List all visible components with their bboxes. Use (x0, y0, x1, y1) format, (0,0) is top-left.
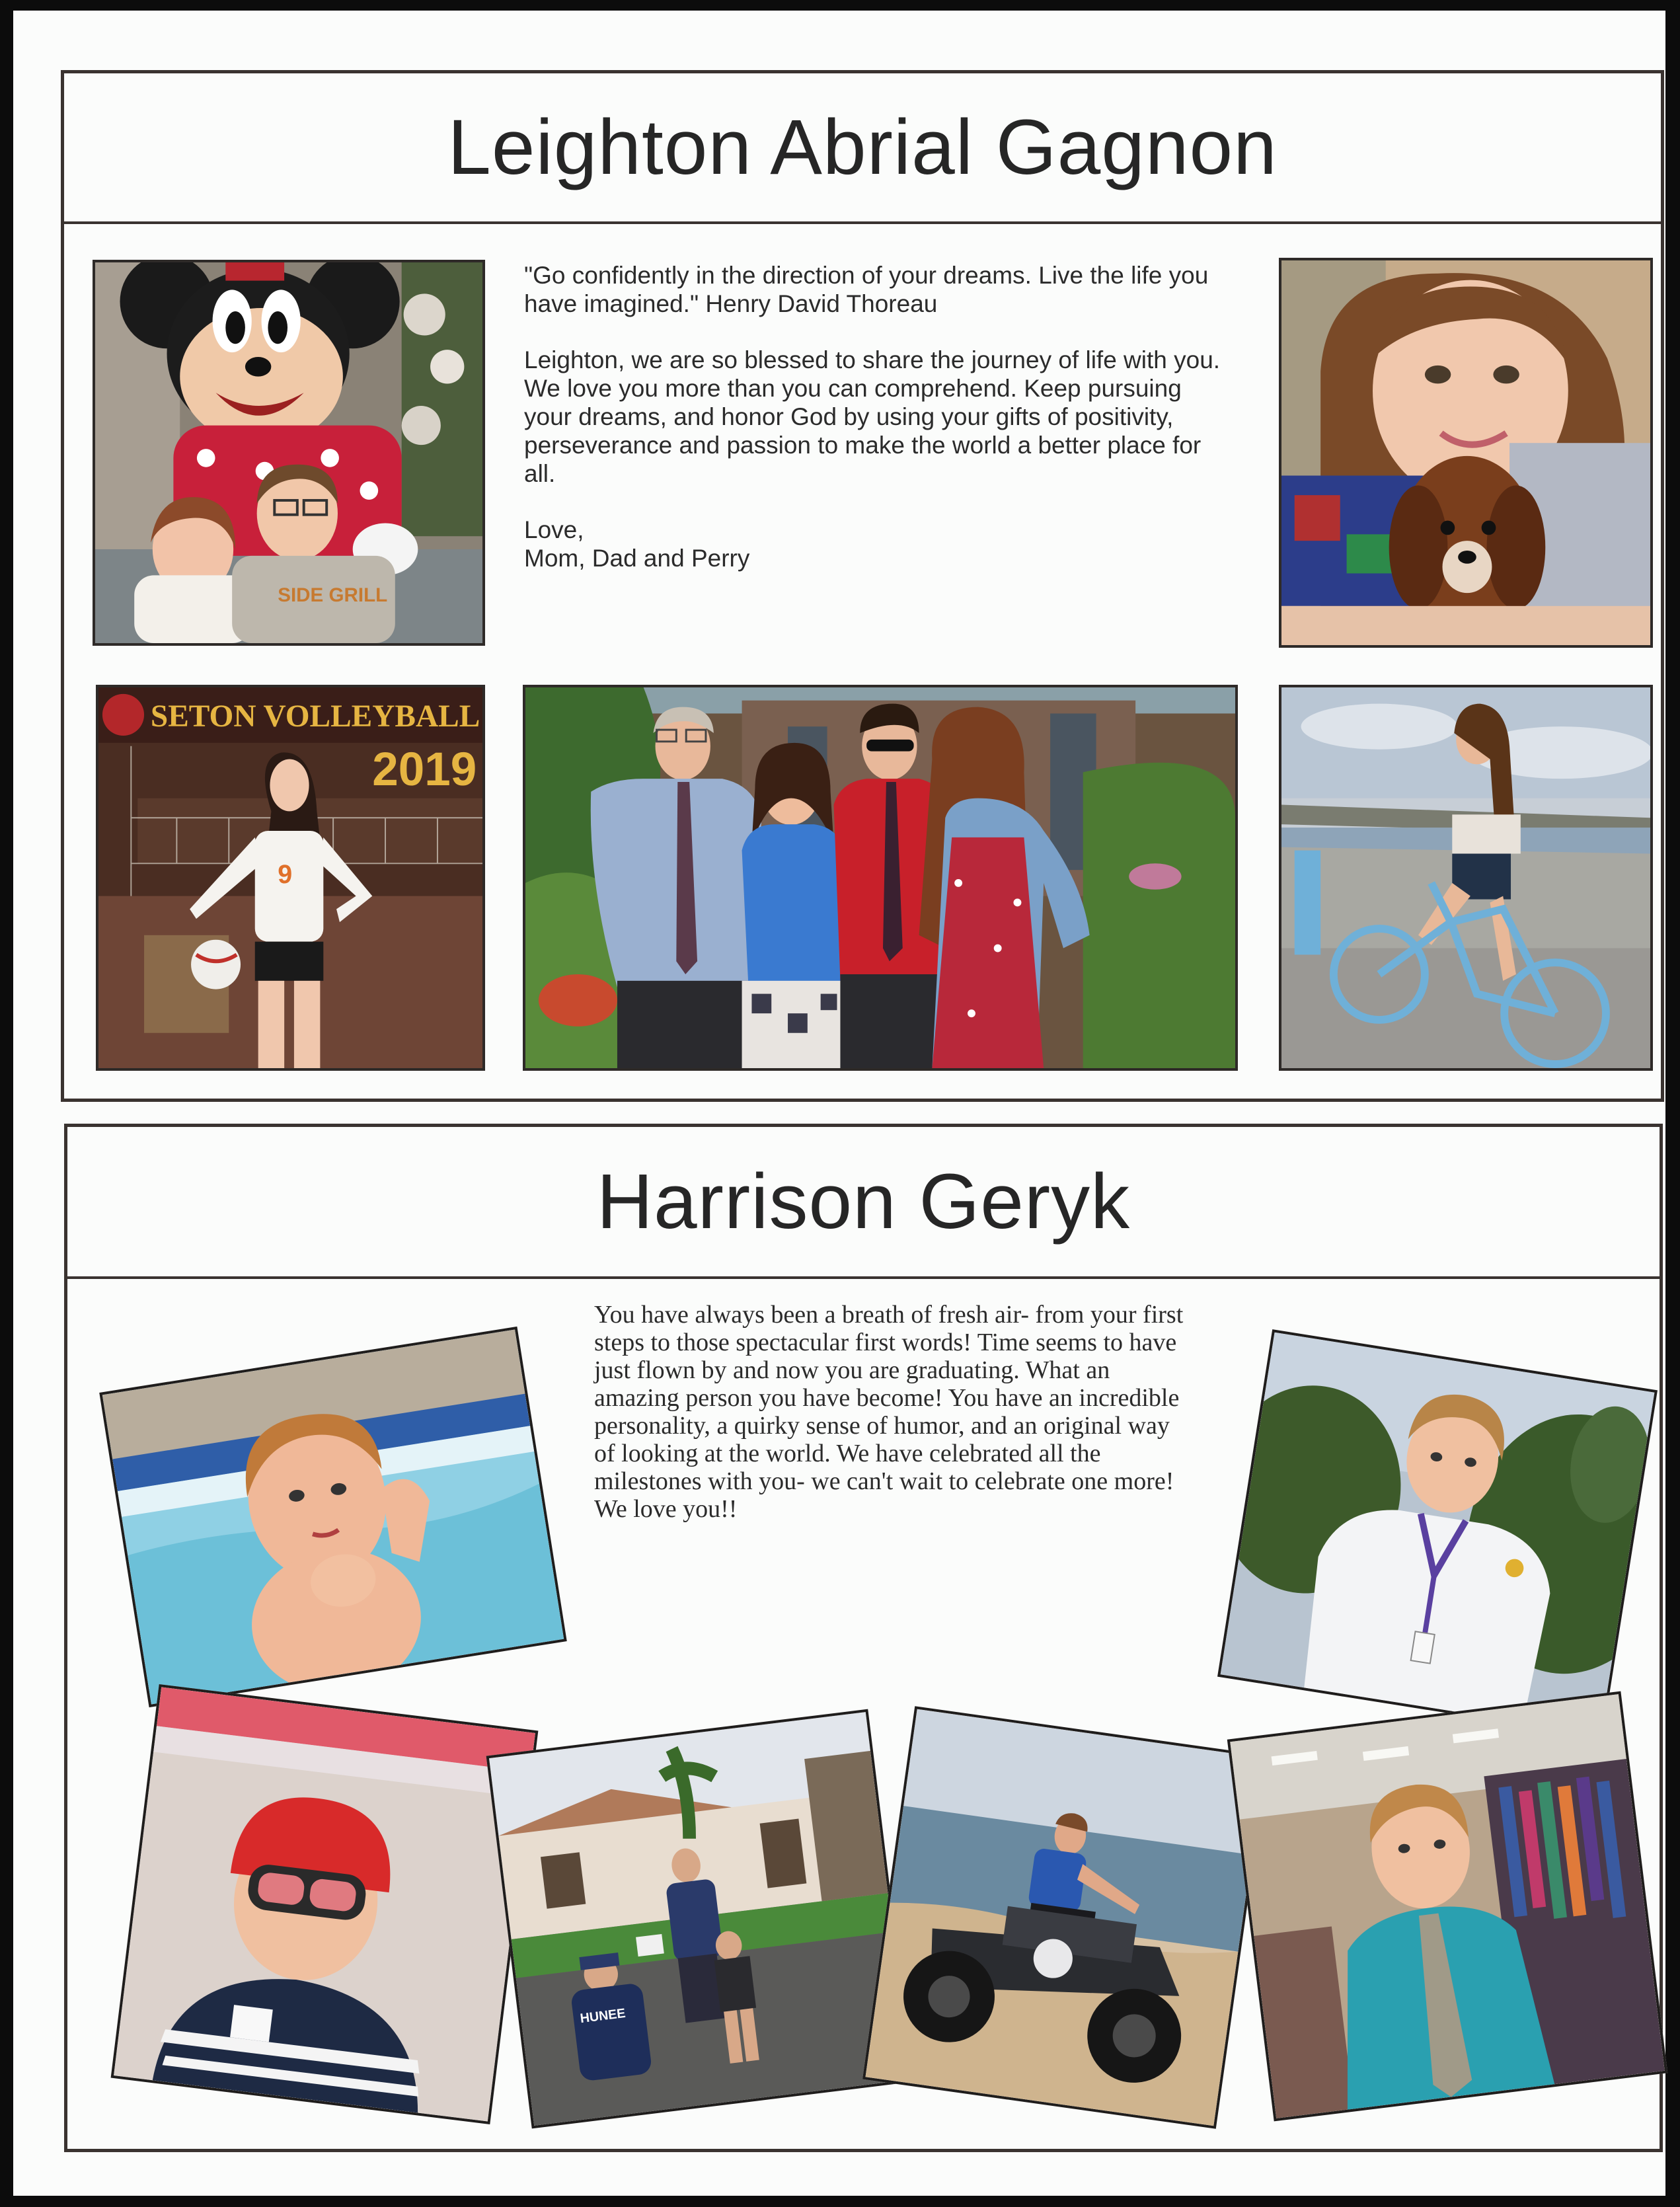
banner-text: SETON VOLLEYBALL (150, 699, 480, 734)
quote-text: "Go confidently in the direction of your dreams. Live the life you have imagined." Henry David Thoreau (524, 262, 1209, 317)
photo-volleyball-player (96, 685, 485, 1071)
message-text: Leighton, we are so blessed to share the journey of life with you. We love you more than you can comprehend. Keep pursuing your dreams, and honor God by using your gifts of positivity, perseverance and passion to make the world a better place for all. (524, 346, 1221, 487)
message-text: You have always been a breath of fresh air- from your first steps to those spectacular first words! Time seems to have just flown by and now you are graduating. What an amazing person you have become! You have an incredible personality, a quirky sense of humor, and an original way of looking at the world. We have celebrated all the milestones with you- we can't wait to celebrate one more! We love you!! (594, 1301, 1184, 1523)
closing-text: Love, (524, 516, 584, 543)
svg-text:SIDE GRILL: SIDE GRILL (278, 584, 388, 606)
yearbook-page (13, 11, 1665, 2196)
photo-kid-in-helmet (111, 1684, 539, 2124)
photo-boy-in-pool (99, 1327, 567, 1707)
gagnon-title-bar (64, 73, 1661, 224)
photo-girl-on-bike (1279, 685, 1653, 1071)
photo-atv-on-beach (862, 1706, 1268, 2129)
geryk-panel (64, 1124, 1663, 2152)
svg-text:HUNEE: HUNEE (579, 2005, 627, 2027)
photo-teen-with-lanyard (1217, 1329, 1658, 1738)
banner-year: 2019 (372, 743, 477, 796)
student-name: Harrison Geryk (596, 1158, 1131, 1245)
geryk-message-block (594, 1301, 1189, 1523)
student-name: Leighton Abrial Gagnon (447, 104, 1278, 191)
photo-firefighters (486, 1709, 914, 2129)
jersey-number: 9 (278, 859, 293, 889)
gagnon-message-block (524, 261, 1225, 572)
photo-girl-with-puppy (1279, 258, 1653, 648)
geryk-title-bar (67, 1127, 1660, 1279)
gagnon-panel (61, 70, 1664, 1102)
photo-family-group (523, 685, 1238, 1071)
photo-minnie-mouse (93, 260, 485, 646)
photo-teen-in-store (1227, 1691, 1667, 2122)
signature-text: Mom, Dad and Perry (524, 545, 750, 572)
